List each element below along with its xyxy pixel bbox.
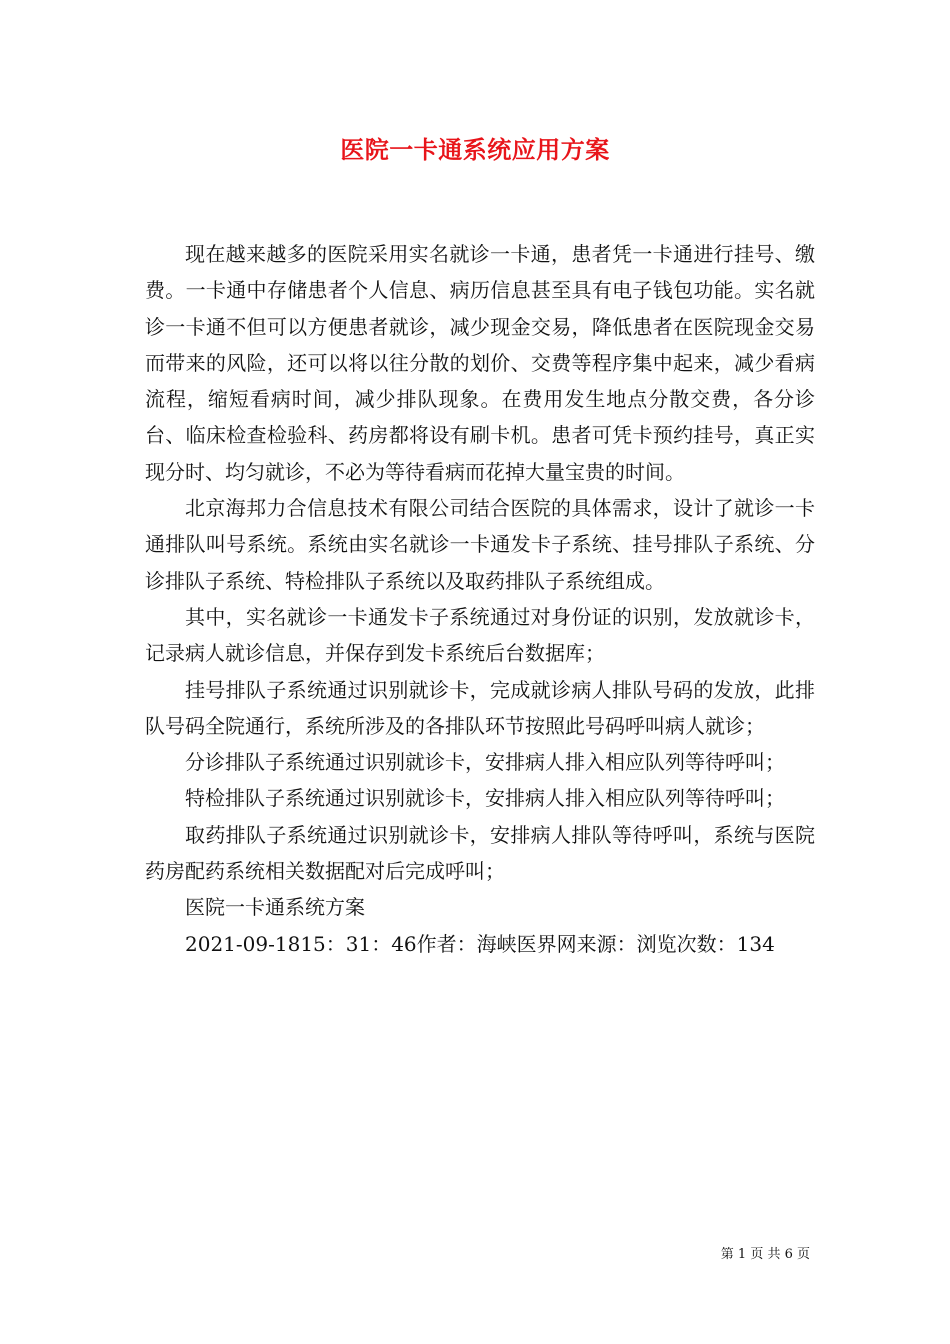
paragraph-company: 北京海邦力合信息技术有限公司结合医院的具体需求，设计了就诊一卡通排队叫号系统。系统由实名就诊一卡通发卡子系统、挂号排队子系统、分诊排队子系统、特检排队子系统以及取药排队子系统组成。	[145, 496, 815, 593]
paragraph-meta: 2021-09-1815：31：46作者：海峡医界网来源：浏览次数：134	[185, 931, 775, 956]
paragraph-registration-queue: 挂号排队子系统通过识别就诊卡，完成就诊病人排队号码的发放，此排队号码全院通行，系统所涉及的各排队环节按照此号码呼叫病人就诊；	[145, 677, 815, 738]
paragraph-pharmacy-queue: 取药排队子系统通过识别就诊卡，安排病人排队等待呼叫，系统与医院药房配药系统相关数据配对后完成呼叫；	[145, 822, 815, 884]
paragraph-intro: 现在越来越多的医院采用实名就诊一卡通，患者凭一卡通进行挂号、缴费。一卡通中存储患者个人信息、病历信息甚至具有电子钱包功能。实名就诊一卡通不但可以方便患者就诊，减少现金交易，降低患者在医院现金交易而带来的风险，还可以将以往分散的划价、交费等程序集中起来，减少看病流程，缩短看病时间，减少排队现象。在费用发生地点分散交费，各分诊台、临床检查检验科、药房都将设有刷卡机。患者可凭卡预约挂号，真正实现分时、均匀就诊，不必为等待看病而花掉大量宝贵的时间。	[145, 242, 815, 484]
paragraph-subtitle: 医院一卡通系统方案	[185, 895, 365, 920]
page-number: 第 1 页 共 6 页	[720, 1247, 810, 1262]
document-title: 医院一卡通系统应用方案	[340, 135, 610, 164]
document-body	[145, 236, 815, 962]
paragraph-card-issuing: 其中，实名就诊一卡通发卡子系统通过对身份证的识别，发放就诊卡，记录病人就诊信息，并保存到发卡系统后台数据库；	[145, 604, 815, 666]
paragraph-triage-queue: 分诊排队子系统通过识别就诊卡，安排病人排入相应队列等待呼叫；	[185, 750, 785, 775]
paragraph-special-exam-queue: 特检排队子系统通过识别就诊卡，安排病人排入相应队列等待呼叫；	[185, 786, 785, 811]
